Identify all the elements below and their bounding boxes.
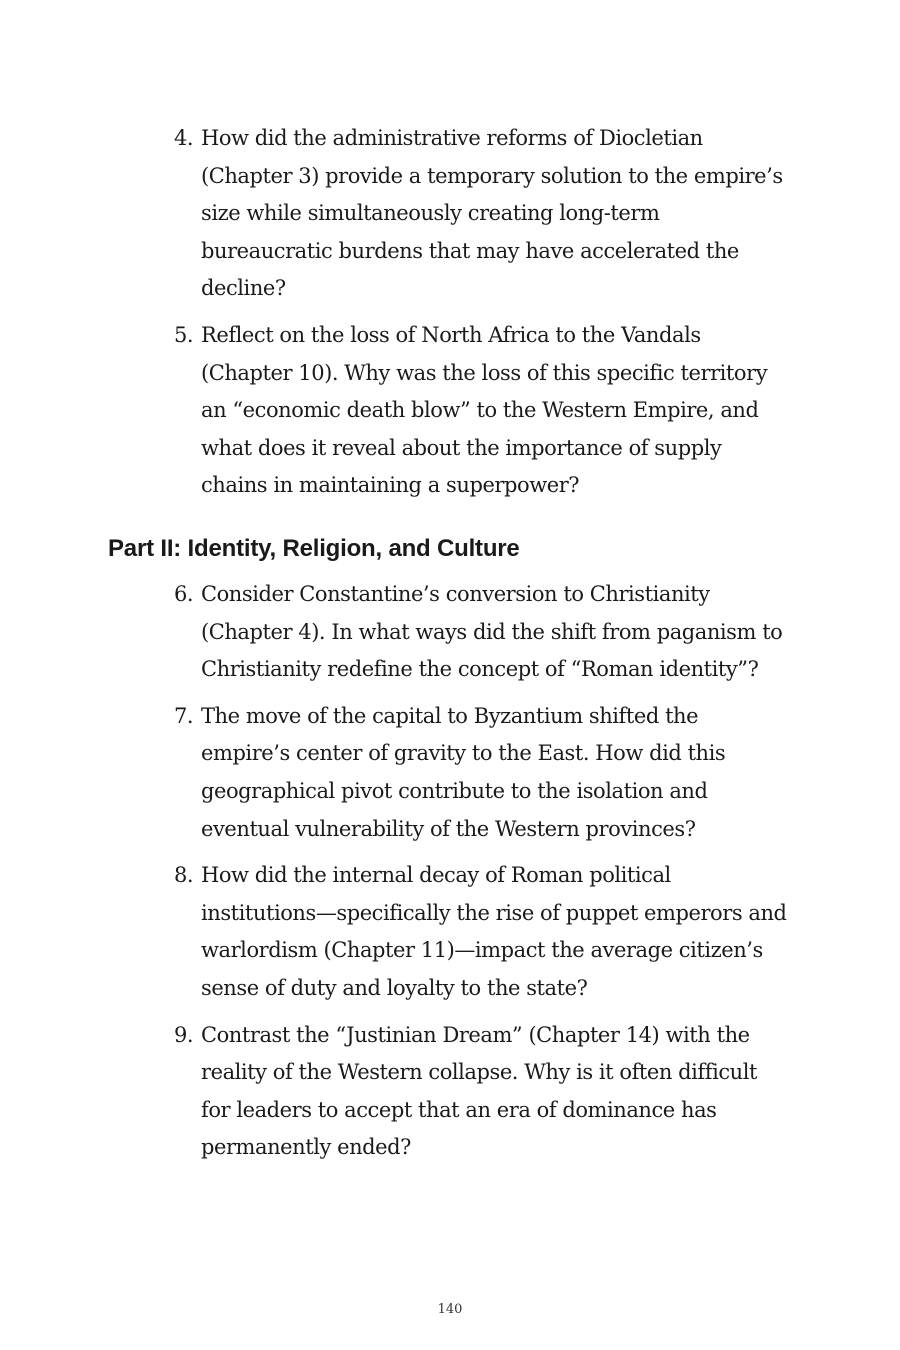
question-7	[0, 698, 791, 848]
question-text: Contrast the “Justinian Dream” (Chapter 14) with the reality of the Western collapse. Why is it often difficult for leaders to accept that an era of dominance has permanently ended?	[201, 1022, 757, 1160]
question-text: The move of the capital to Byzantium shifted the empire’s center of gravity to the East. How did this geographical pivot contribute to the isolation and eventual vulnerability of the Western provinces?	[201, 703, 726, 841]
page-number: 140	[437, 1302, 463, 1317]
question-number: 7.	[174, 703, 194, 728]
section-heading: Part II: Identity, Religion, and Culture	[108, 535, 520, 562]
question-text: Consider Constantine’s conversion to Christianity (Chapter 4). In what ways did the shift from paganism to Christianity redefine the concept of “Roman identity”?	[201, 582, 783, 682]
question-number: 8.	[174, 863, 194, 888]
question-number: 9.	[174, 1022, 194, 1047]
question-text: How did the internal decay of Roman political institutions—specifically the rise of puppet emperors and warlordism (Chapter 11)—impact the average citizen’s sense of duty and loyalty to the state?	[201, 863, 787, 1000]
question-list-part-2	[0, 576, 900, 1176]
question-6	[0, 576, 791, 689]
question-number: 6.	[174, 582, 194, 606]
question-4	[0, 120, 791, 308]
question-text: How did the administrative reforms of Diocletian (Chapter 3) provide a temporary solution to the empire’s size while simultaneously creating long-term bureaucratic burdens that may have accelerated the decline?	[201, 126, 783, 301]
question-number: 5.	[174, 322, 194, 347]
question-number: 4.	[174, 126, 194, 150]
question-list-part-1	[0, 120, 900, 514]
question-9	[0, 1017, 791, 1167]
question-text: Reflect on the loss of North Africa to the Vandals (Chapter 10). Why was the loss of this specific territory an “economic death blow” to the Western Empire, and what does it reveal about the importance of supply chains in maintaining a superpower?	[201, 322, 768, 498]
question-5	[0, 317, 791, 505]
question-8	[0, 857, 791, 1007]
